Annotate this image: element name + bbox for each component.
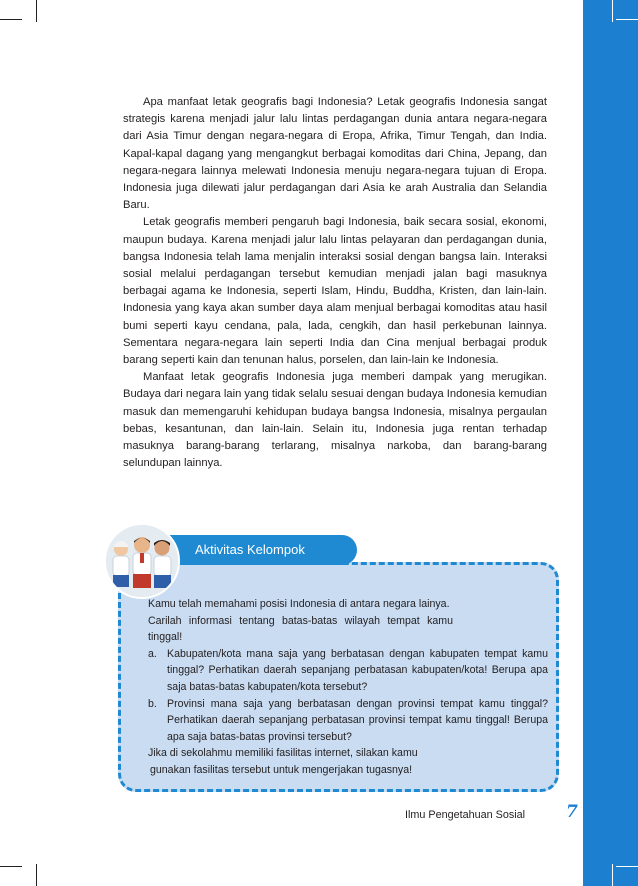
main-body-text [123, 94, 547, 472]
paragraph: Apa manfaat letak geografis bagi Indonesia? Letak geografis Indonesia sangat strategis karena menjadi jalur lalu lintas perdagangan dunia antara negara-negara dari Asia Timur dengan negara-negara di Eropa, Afrika, Timur Tengah, dan India. Kapal-kapal dagang yang mengangkut berbagai komoditas dari China, Jepang, dan negara-negara lainnya melewati Indonesia menuju negara-negara tujuan di Eropa. Indonesia juga dilewati jalur perdagangan dari Asia ke arah Australia dan Selandia Baru. [123, 96, 547, 212]
list-item [148, 646, 548, 696]
activity-title: Aktivitas Kelompok [163, 535, 357, 565]
activity-intro-2: Carilah informasi tentang batas-batas wilayah tempat kamu tinggal! [148, 614, 453, 644]
students-icon [106, 525, 178, 597]
list-marker: a. [148, 647, 157, 660]
crop-mark [616, 866, 638, 867]
list-text: Provinsi mana saja yang berbatasan dengan provinsi tempat kamu tinggal? Perhatikan daerah sepanjang perbatasan provinsi tempat kamu tinggal! Berupa apa saja batas-batas provinsi tersebut? [167, 697, 548, 743]
page-number: 7 [566, 802, 578, 822]
crop-mark [36, 864, 37, 886]
crop-mark [0, 19, 22, 20]
activity-outro-2: gunakan fasilitas tersebut untuk mengerjakan tugasnya! [150, 763, 413, 776]
paragraph: Manfaat letak geografis Indonesia juga memberi dampak yang merugikan. Budaya dari negara lain yang tidak selalu sesuai dengan budaya Indonesia kemudian masuk dan memengaruhi kehidupan budaya bangsa Indonesia, misalnya pergaulan bebas, kesantunan, dan lain-lain. Selain itu, Indonesia juga rentan terhadap masuknya barang-barang terlarang, misalnya narkoba, dan barang-barang selundupan lainnya. [123, 371, 547, 470]
activity-intro-1: Kamu telah memahami posisi Indonesia di antara negara lainya. [148, 598, 450, 610]
blue-sidebar [583, 0, 638, 886]
crop-mark [36, 0, 37, 22]
crop-mark [612, 0, 613, 22]
crop-mark [612, 864, 613, 886]
activity-content [148, 596, 548, 779]
list-item [148, 696, 548, 746]
students-illustration [104, 523, 180, 599]
list-text: Kabupaten/kota mana saja yang berbatasan dengan kabupaten tempat kamu tinggal? Perhatikan daerah sepanjang perbatasan kabupaten/kota! Berupa apa saja batas-batas kabupaten/kota tersebut? [167, 647, 548, 693]
crop-mark [0, 866, 22, 867]
activity-outro-1: Jika di sekolahmu memiliki fasilitas internet, silakan kamu [148, 747, 418, 760]
crop-mark [616, 19, 638, 20]
paragraph: Letak geografis memberi pengaruh bagi Indonesia, baik secara sosial, ekonomi, maupun budaya. Karena menjadi jalur lalu lintas pelayaran dan perdagangan dunia, bangsa Indonesia telah lama menjalin interaksi sosial dengan bangsa lain. Interaksi sosial melalui perdagangan tersebut kemudian menjadi jalan bagi masuknya berbagai agama ke Indonesia, seperti Islam, Hindu, Buddha, Kristen, dan lain-lain. Indonesia yang kaya akan sumber daya alam menjual berbagai komoditas atau hasil bumi seperti kayu cendana, pala, lada, cengkih, dan hasil perkebunan lainnya. Sementara negara-negara lain seperti India dan Cina menjual berbagai produk barang seperti kain dan tenunan halus, porselen, dan lain-lain ke Indonesia. [123, 216, 547, 367]
list-marker: b. [148, 697, 157, 710]
footer-subject: Ilmu Pengetahuan Sosial [405, 809, 526, 821]
